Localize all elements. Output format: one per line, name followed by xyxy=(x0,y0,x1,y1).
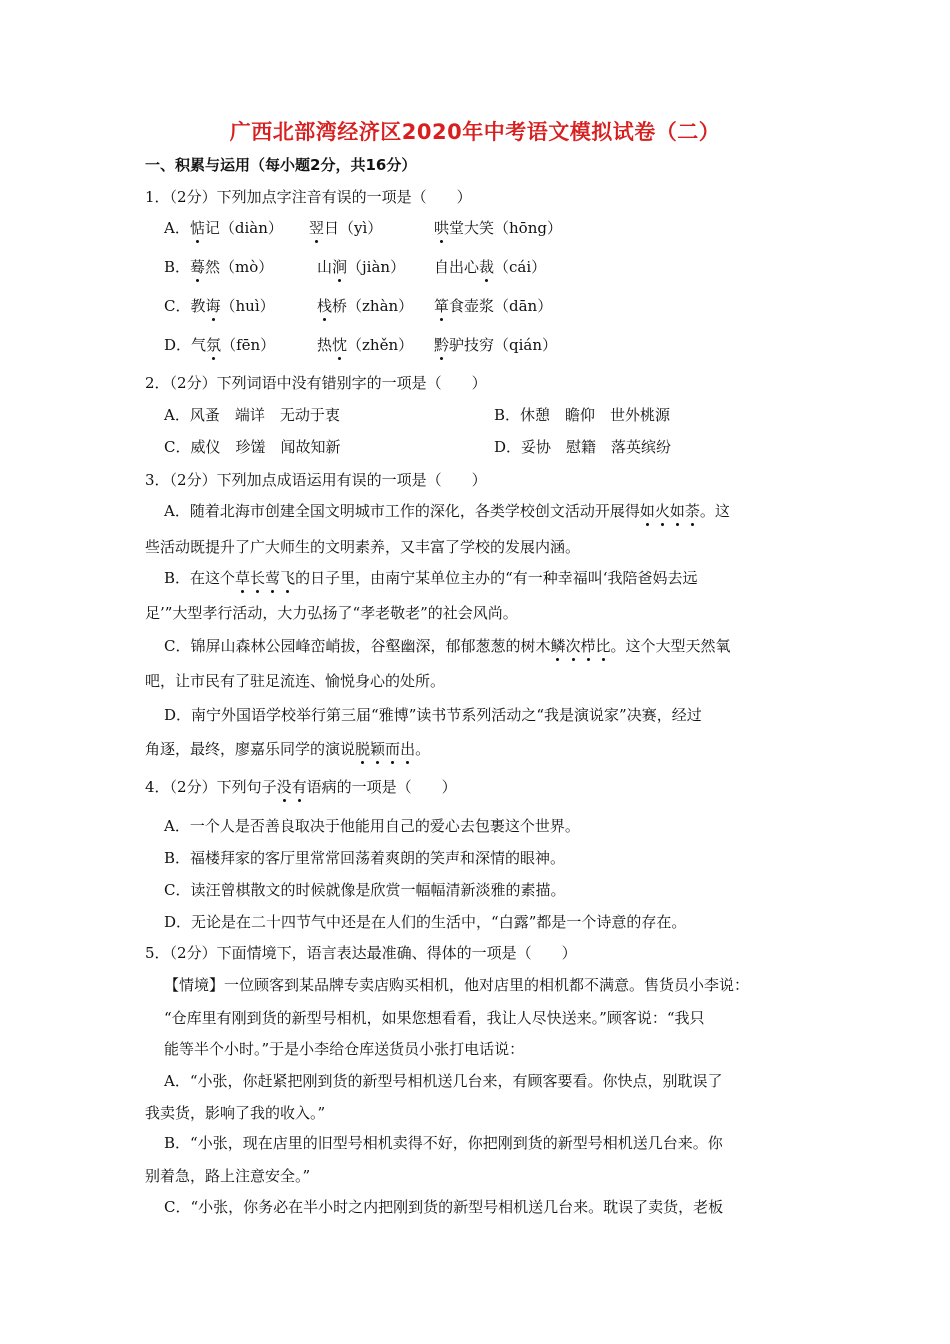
option-text: 。 xyxy=(415,740,431,758)
question-3-option-b-cont: 足’”大型孝行活动，大力弘扬了“孝老敬老”的社会风尚。 xyxy=(145,604,518,622)
option-text: 记（diàn） xyxy=(204,219,283,237)
question-4-option-a: A．一个人是否善良取决于他能用自己的爱心去包裹这个世界。 xyxy=(164,817,580,835)
dotted-idiom: 脱颖而出 xyxy=(355,740,416,758)
option-text: 。这 xyxy=(699,502,730,520)
dotted-char: 涧 xyxy=(332,258,348,276)
question-3-option-a-cont: 些活动既提升了广大师生的文明素养，又丰富了学校的发展内涵。 xyxy=(145,538,581,556)
question-5-option-a-cont: 我卖货，影响了我的收入。” xyxy=(145,1104,326,1122)
option-text: 驴技穷（qián） xyxy=(449,336,558,354)
option-text: （fēn） xyxy=(221,336,276,354)
dotted-char: 箪 xyxy=(434,297,450,315)
option-letter: D． xyxy=(164,336,192,354)
option-text: 的日子里，由南宁某单位主办的“有一种幸福叫‘我陪爸妈去远 xyxy=(295,569,698,587)
question-5-option-c: C．“小张，你务必在半小时之内把刚到货的新型号相机送几台来。耽误了卖货，老板 xyxy=(164,1198,724,1216)
option-text: A．随着北海市创建全国文明城市工作的深化，各类学校创文活动开展得 xyxy=(164,502,640,520)
dotted-char: 诲 xyxy=(205,297,221,315)
question-5-context-cont: “仓库里有刚到货的新型号相机，如果您想看看，我让人尽快送来。”顾客说：“我只 xyxy=(164,1009,705,1027)
dotted-char: 黔 xyxy=(434,336,450,354)
question-5-stem: 5．（2分）下面情境下，语言表达最准确、得体的一项是（ ） xyxy=(145,944,577,962)
option-text: 桥（zhàn） xyxy=(332,297,414,315)
dotted-char: 栈 xyxy=(317,297,333,315)
option-text: 角逐，最终，廖嘉乐同学的演说 xyxy=(145,740,356,758)
option-text: 然（mò） xyxy=(205,258,274,276)
question-5-option-b: B．“小张，现在店里的旧型号相机卖得不好，你把刚到货的新型号相机送几台来。你 xyxy=(164,1134,723,1152)
question-1-stem: 1．（2分）下列加点字注音有误的一项是（ ） xyxy=(145,188,472,206)
dotted-word: 没有 xyxy=(276,778,307,796)
section-heading: 一、积累与运用（每小题2分，共16分） xyxy=(145,156,417,174)
question-2-option-b: B．休憩 瞻仰 世外桃源 xyxy=(494,406,671,424)
question-5-context: 【情境】一位顾客到某品牌专卖店购买相机，他对店里的相机都不满意。售货员小李说： xyxy=(164,976,750,994)
dotted-idiom: 鳞次栉比 xyxy=(550,637,611,655)
dotted-char: 惦 xyxy=(189,219,205,237)
option-letter: B． xyxy=(164,258,191,276)
page-title: 广西北部湾经济区2020年中考语文模拟试卷（二） xyxy=(229,120,721,144)
option-text: （zhěn） xyxy=(347,336,414,354)
dotted-char: 忱 xyxy=(332,336,348,354)
dotted-char: 蓦 xyxy=(190,258,206,276)
question-5-option-b-cont: 别着急，路上注意安全。” xyxy=(145,1167,311,1185)
option-text: （jiàn） xyxy=(347,258,406,276)
option-text: 气 xyxy=(191,336,207,354)
stem-text: 4．（2分）下列句子 xyxy=(145,778,277,796)
question-2-option-d: D．妥协 慰籍 落英缤纷 xyxy=(494,438,672,456)
question-4-option-b: B．福楼拜家的客厅里常常回荡着爽朗的笑声和深情的眼神。 xyxy=(164,849,566,867)
option-text: 山 xyxy=(317,258,333,276)
question-3-option-c-cont: 吧，让市民有了驻足流连、愉悦身心的处所。 xyxy=(145,672,446,690)
question-3-option-d: D．南宁外国语学校举行第三届“雅博”读书节系列活动之“我是演说家”决赛，经过 xyxy=(164,706,702,724)
option-text: B．在这个 xyxy=(164,569,236,587)
question-4-stem xyxy=(145,777,457,797)
dotted-char: 哄 xyxy=(434,219,450,237)
question-3-option-d-cont xyxy=(145,739,430,759)
option-text: C．锦屏山森林公园峰峦峭拔，谷壑幽深，郁郁葱葱的树木 xyxy=(164,637,551,655)
question-4-option-c: C．读汪曾棋散文的时候就像是欣赏一幅幅清新淡雅的素描。 xyxy=(164,881,566,899)
question-5-option-a: A．“小张，你赶紧把刚到货的新型号相机送几台来，有顾客要看。你快点，别耽误了 xyxy=(164,1072,723,1090)
option-letter: A． xyxy=(164,219,190,237)
question-4-option-d: D．无论是在二十四节气中还是在人们的生活中，“白露”都是一个诗意的存在。 xyxy=(164,913,687,931)
question-2-option-a: A．风蚤 端详 无动于衷 xyxy=(164,406,340,424)
dotted-char: 裁 xyxy=(479,258,495,276)
option-text: （huì） xyxy=(220,297,275,315)
option-text: 日（yì） xyxy=(324,219,383,237)
question-5-context-cont: 能等半个小时。”于是小李给仓库送货员小张打电话说： xyxy=(164,1040,525,1058)
option-text: 。这个大型天然氧 xyxy=(610,637,731,655)
question-3-option-b xyxy=(164,568,698,588)
dotted-idiom: 如火如荼 xyxy=(639,502,700,520)
question-2-option-c: C．威仪 珍馐 闻故知新 xyxy=(164,438,341,456)
dotted-char: 氛 xyxy=(206,336,222,354)
dotted-char: 翌 xyxy=(309,219,325,237)
option-text: 教 xyxy=(190,297,206,315)
option-text: 食壶浆（dān） xyxy=(449,297,553,315)
dotted-idiom: 草长莺飞 xyxy=(235,569,296,587)
stem-text: 语病的一项是（ ） xyxy=(306,778,457,796)
question-3-stem: 3．（2分）下列加点成语运用有误的一项是（ ） xyxy=(145,471,487,489)
option-text: 堂大笑（hōng） xyxy=(449,219,562,237)
option-text: 热 xyxy=(317,336,333,354)
question-3-option-c xyxy=(164,636,731,656)
option-text: 自出心 xyxy=(434,258,480,276)
option-letter: C． xyxy=(164,297,191,315)
question-3-option-a xyxy=(164,501,730,521)
option-text: （cái） xyxy=(494,258,547,276)
question-2-stem: 2．（2分）下列词语中没有错别字的一项是（ ） xyxy=(145,374,487,392)
